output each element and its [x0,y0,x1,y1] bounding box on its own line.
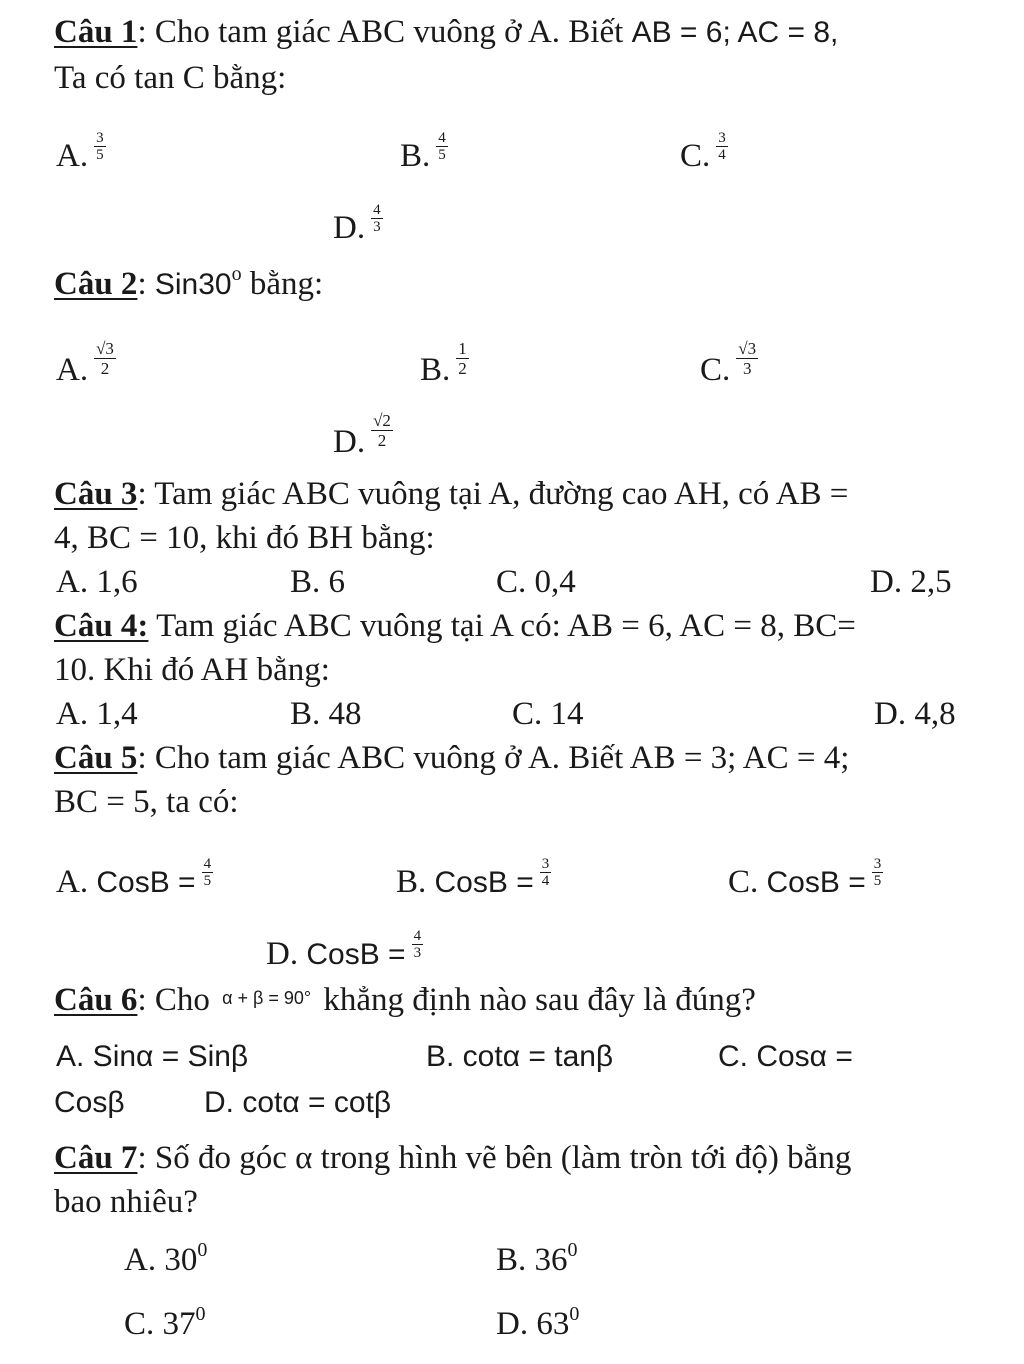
q7-line1: Câu 7: Số đo góc α trong hình vẽ bên (làm tròn tới độ) bằng [54,1140,852,1176]
q1-expr: AB = 6; AC = 8, [631,16,839,49]
q4-option-c[interactable]: C. 14 [512,696,584,732]
q6-option-c[interactable]: C. Cosα = [718,1040,853,1073]
fraction: $\frac{3}{4}$ [718,129,726,163]
fraction: $\frac{3}{4}$ [541,855,550,889]
degree-mark: o [231,263,242,285]
fraction: $\frac{√2}{2}$ [373,410,391,450]
q5-option-b[interactable]: B. CosB = $\frac{3}{4}$ [396,855,550,900]
q7-option-a[interactable]: A. $30^0$ [124,1239,208,1278]
q5-option-a[interactable]: A. CosB = $\frac{4}{5}$ [56,855,212,900]
q6-option-c-cont[interactable]: Cosβ [54,1086,125,1119]
q6-condition: α + β = 90° [222,988,312,1008]
q1-label: Câu 1 [54,14,138,50]
q6-option-b[interactable]: B. cotα = tanβ [426,1040,614,1073]
q5-line2: BC = 5, ta có: [54,784,239,820]
q4-option-a[interactable]: A. 1,4 [56,696,138,732]
q3-label: Câu 3 [54,476,138,512]
q2-label: Câu 2 [54,266,138,302]
q4-line1: Câu 4: Tam giác ABC vuông tại A có: AB = 6, AC = 8, BC= [54,608,856,644]
q3-line1: Câu 3: Tam giác ABC vuông tại A, đường cao AH, có AB = [54,476,849,512]
q2-option-c[interactable]: C. $\frac{√3}{3}$ [700,338,757,388]
q2-option-b[interactable]: B. $\frac{1}{2}$ [420,338,467,388]
q6-line1: Câu 6: Cho α + β = 90° khẳng định nào sau đây là đúng? [54,982,756,1018]
q7-option-b[interactable]: B. $36^0$ [496,1239,578,1278]
q1-option-b[interactable]: B. $\frac{4}{5}$ [400,129,446,174]
q7-label: Câu 7 [54,1140,138,1176]
q6-option-a[interactable]: A. Sinα = Sinβ [56,1040,249,1073]
fraction: $\frac{3}{5}$ [96,129,104,163]
q4-option-b[interactable]: B. 48 [290,696,362,732]
q1-line1 [54,12,838,53]
q1-text: : Cho tam giác ABC vuông ở A. Biết [137,14,632,50]
q3-option-b[interactable]: B. 6 [290,564,346,600]
q1-option-d[interactable]: D. $\frac{4}{3}$ [333,201,381,246]
q7-line2: bao nhiêu? [54,1184,198,1220]
q4-option-d[interactable]: D. 4,8 [874,696,956,732]
q3-option-a[interactable]: A. 1,6 [56,564,138,600]
q2-option-d[interactable]: D. $\frac{√2}{2}$ [333,410,391,460]
q1-option-a[interactable]: A. $\frac{3}{5}$ [56,129,104,174]
q5-label: Câu 5 [54,740,138,776]
fraction: $\frac{4}{5}$ [203,855,212,889]
q6-label: Câu 6 [54,982,138,1018]
fraction: $\frac{√3}{3}$ [738,338,757,378]
q2-option-a[interactable]: A. $\frac{√3}{2}$ [56,338,114,388]
fraction: $\frac{√3}{2}$ [96,338,114,378]
q3-option-c[interactable]: C. 0,4 [496,564,576,600]
q5-option-c[interactable]: C. CosB = $\frac{3}{5}$ [728,855,882,900]
q4-label: Câu 4: [54,608,149,644]
q4-line2: 10. Khi đó AH bằng: [54,652,330,688]
q1-option-c[interactable]: C. $\frac{3}{4}$ [680,129,726,174]
fraction: $\frac{3}{5}$ [873,855,882,889]
q2-expr: Sin30 [154,268,232,301]
q7-option-d[interactable]: D. $63^0$ [496,1303,580,1342]
fraction: $\frac{4}{3}$ [373,201,381,235]
fraction: $\frac{1}{2}$ [458,338,467,378]
q3-option-d[interactable]: D. 2,5 [870,564,952,600]
q6-option-d[interactable]: D. cotα = cotβ [204,1086,392,1119]
q5-line1: Câu 5: Cho tam giác ABC vuông ở A. Biết AB = 3; AC = 4; [54,740,850,776]
q5-option-d[interactable]: D. CosB = $\frac{4}{3}$ [266,927,422,972]
fraction: $\frac{4}{3}$ [413,927,422,961]
q7-option-c[interactable]: C. $37^0$ [124,1303,206,1342]
q2-line1: Câu 2: Sin30$^o$ bằng: [54,263,324,302]
fraction: $\frac{4}{5}$ [438,129,446,163]
q1-line2: Ta có tan C bằng: [54,60,287,96]
q3-line2: 4, BC = 10, khi đó BH bằng: [54,520,435,556]
